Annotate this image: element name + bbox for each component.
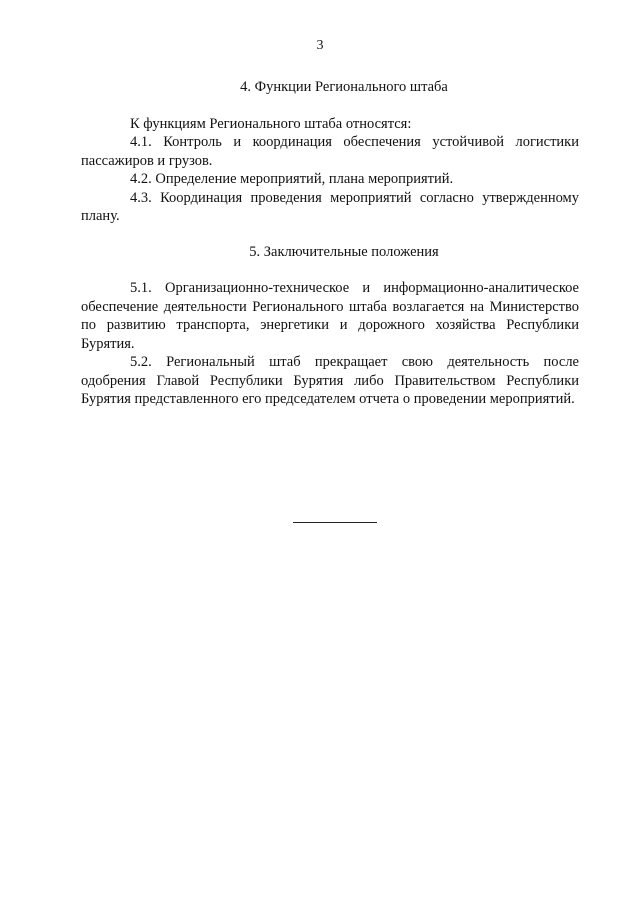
paragraph-4-2: 4.2. Определение мероприятий, плана мероприятий. — [130, 171, 454, 187]
spacer — [81, 226, 579, 243]
spacer — [81, 261, 579, 279]
section-heading-functions: 4. Функции Регионального штаба — [240, 79, 448, 95]
spacer — [81, 97, 579, 115]
paragraph-5-1: 5.1. Организационно-техническое и информационно-аналитическое обеспечение деятельности Регионального штаба возлагается на Министерство по развитию транспорта, энергетики и дорожного хозяйства Республики Бурятия. — [81, 280, 579, 352]
paragraph-4-1: 4.1. Контроль и координация обеспечения устойчивой логистики пассажиров и грузов. — [81, 134, 579, 169]
paragraph-5-2: 5.2. Региональный штаб прекращает свою деятельность после одобрения Главой Республики Бурятия либо Правительством Республики Бурятия представленного его председателем отчета о проведении мероприятий. — [81, 354, 579, 407]
paragraph-functions-intro: К функциям Регионального штаба относятся: — [130, 115, 412, 132]
paragraph-4-3: 4.3. Координация проведения мероприятий согласно утвержденному плану. — [81, 189, 579, 224]
section-heading-final-provisions: 5. Заключительные положения — [249, 243, 439, 260]
document-body — [81, 78, 579, 409]
end-of-document-rule — [293, 522, 377, 523]
page-number: 3 — [316, 38, 324, 53]
